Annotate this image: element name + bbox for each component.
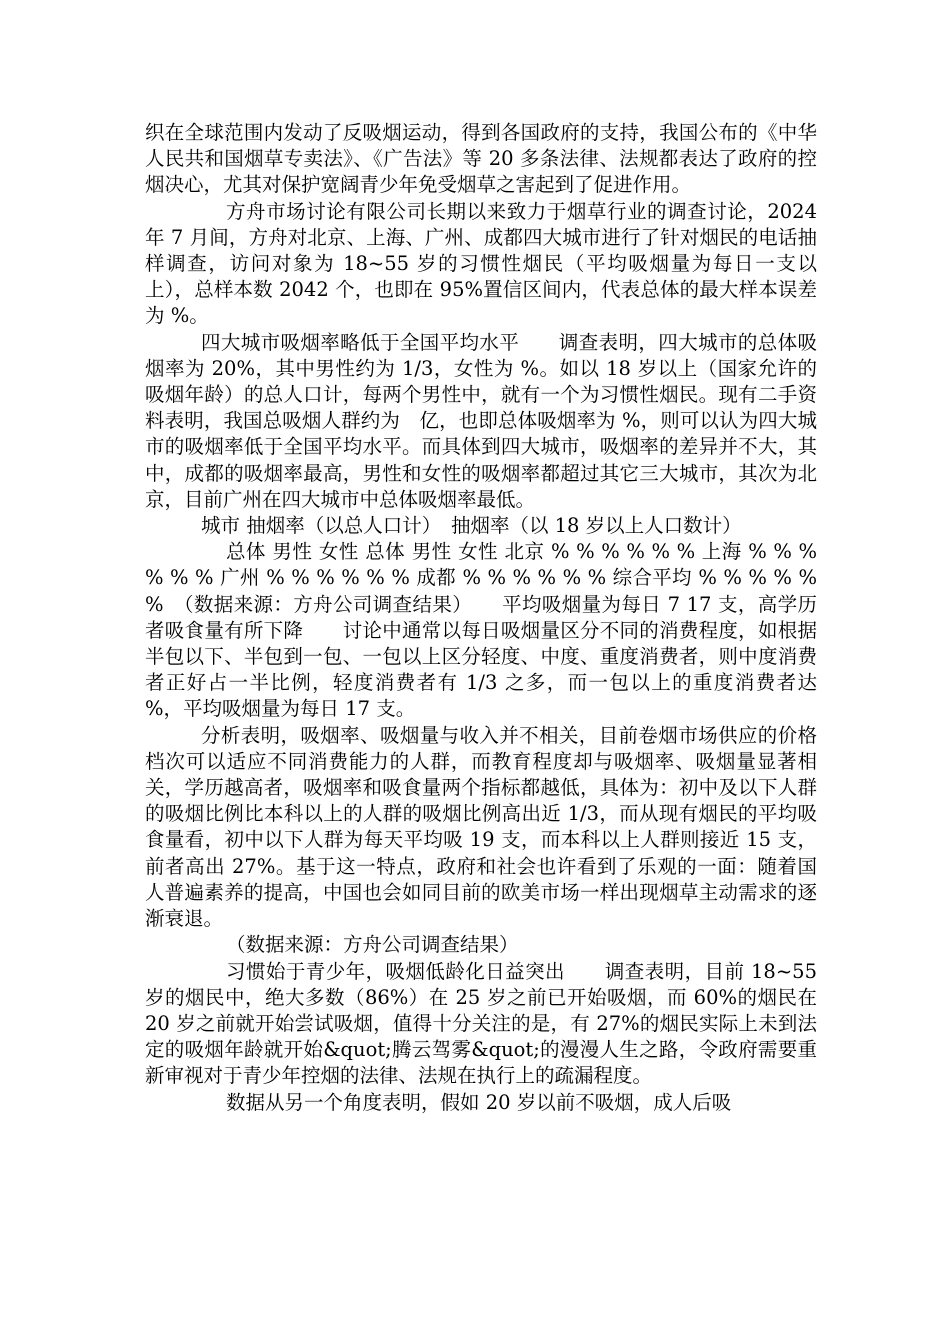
paragraph-analysis: 分析表明，吸烟率、吸烟量与收入并不相关，目前卷烟市场供应的价格档次可以适应不同消费能力的人群，而教育程度却与吸烟率、吸烟量显著相关，学历越高者，吸烟率和吸食量两个指标都越低，具体为：初中及以下人群的吸烟比例比本科以上的人群的吸烟比例高出近 1/3，而从现有烟民的平均吸食量看，初中以下人群为每天平均吸 19 支，而本科以上人群则接近 15 支，前者高出 27%。基于这一特点，政府和社会也许看到了乐观的一面：随着国人普遍素养的提高，中国也会如同目前的欧美市场一样出现烟草主动需求的逐渐衰退。: [145, 723, 817, 931]
paragraph-intro: 织在全球范围内发动了反吸烟运动，得到各国政府的支持，我国公布的《中华人民共和国烟草专卖法》、《广告法》等 20 多条法律、法规都表达了政府的控烟决心，尤其对保护宽阔青少年免受烟草之害起到了促进作用。: [145, 121, 817, 197]
table-header-line: 城市 抽烟率（以总人口计） 抽烟率（以 18 岁以上人口数计）: [201, 514, 742, 538]
paragraph-youth-smoking: 习惯始于青少年，吸烟低龄化日益突出 调查表明，目前 18~55 岁的烟民中，绝大多数（86%）在 25 岁之前已开始吸烟，而 60%的烟民在 20 岁之前就开始尝试吸烟，值得十分关注的是，有 27%的烟民实际上未到法定的吸烟年龄就开始&quot;腾云驾雾&quot;的漫漫人生之路，令政府需要重新审视对于青少年控烟的法律、法规在执行上的疏漏程度。: [145, 959, 817, 1088]
paragraph-survey: 方舟市场讨论有限公司长期以来致力于烟草行业的调查讨论，2024 年 7 月间，方舟对北京、上海、广州、成都四大城市进行了针对烟民的电话抽样调查，访问对象为 18~55 岁的习惯性烟民（平均吸烟量为每日一支以上），总样本数 2042 个，也即在 95%置信区间内，代表总体的最大样本误差为 %。: [145, 199, 817, 328]
paragraph-conclusion-start: 数据从另一个角度表明，假如 20 岁以前不吸烟，成人后吸: [226, 1090, 732, 1114]
data-source-note: （数据来源：方舟公司调查结果）: [226, 933, 519, 957]
document-body: [145, 120, 817, 1116]
table-data-and-consumption: 总体 男性 女性 总体 男性 女性 北京 % % % % % % 上海 % % % % % % 广州 % % % % % % 成都 % % % % % % 综合平均 % % % % % % （数据来源：方舟公司调查结果） 平均吸烟量为每日 7 17 支，高学历者吸食量有所下降 讨论中通常以每日吸烟量区分不同的消费程度，如根据半包以下、半包到一包、一包以上区分轻度、中度、重度消费者，则中度消费者正好占一半比例，轻度消费者有 1/3 之多，而一包以上的重度消费者达 %，平均吸烟量为每日 17 支。: [145, 540, 817, 721]
paragraph-smoking-rate: 四大城市吸烟率略低于全国平均水平 调查表明，四大城市的总体吸烟率为 20%，其中男性约为 1/3，女性为 %。如以 18 岁以上（国家允许的吸烟年龄）的总人口计，每两个男性中，就有一个为习惯性烟民。现有二手资料表明，我国总吸烟人群约为 亿，也即总体吸烟率为 %，则可以认为四大城市的吸烟率低于全国平均水平。而具体到四大城市，吸烟率的差异并不大，其中，成都的吸烟率最高，男性和女性的吸烟率都超过其它三大城市，其次为北京，目前广州在四大城市中总体吸烟率最低。: [145, 330, 817, 511]
